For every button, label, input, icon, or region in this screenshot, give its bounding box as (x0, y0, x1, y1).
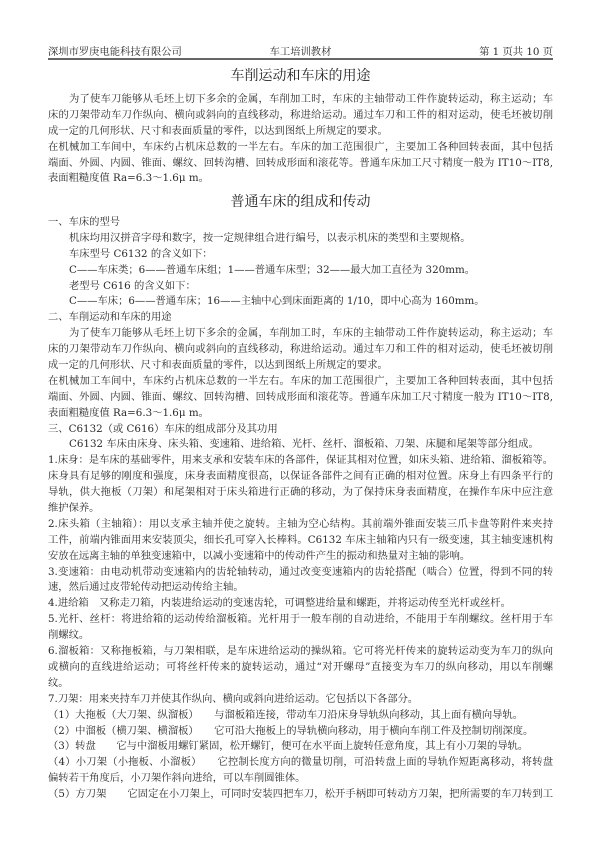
text-line: 为了使车刀能够从毛坯上切下多余的金属，车削加工时，车床的主轴带动工件作旋转运动，称主运动；车 (69, 93, 553, 105)
text-line: 削螺纹。 (48, 629, 90, 642)
paragraph (48, 612, 553, 644)
text-line: 5.光杆、丝杆：将进给箱的运动传给溜板箱。光杆用于一般车削的自动进给，不能用于车削螺纹。丝杆用于车 (48, 613, 553, 626)
text-line: （2）中溜板（横刀架、横溜板） 它可沿大拖板上的导轨横向移动，用于横向车削工件及控制切削深度。 (48, 724, 534, 737)
text-line: 维护保养。 (48, 502, 100, 515)
text-line: 三、C6132（或 C616）车床的组成部分及其功用 (48, 422, 278, 435)
text-line: （5）方刀架 它固定在小刀架上，可同时安装四把车刀，松开手柄即可转动方刀架，把所需要的车刀转到工 (48, 788, 553, 801)
paragraph (48, 294, 553, 310)
text-line: 成一定的几何形状、尺寸和表面质量的零件，以达到图纸上所规定的要求。 (48, 124, 388, 137)
text-line: （4）小刀架（小拖板、小溜板） 它控制长度方向的微量切削，可沿转盘上面的导轨作短距离移动，将转盘 (48, 756, 553, 769)
text-line: 端面、外圆、内圆、锥面、螺纹、回转沟槽、回转成形面和滚花等。普通车床加工尺寸精度一般为 IT10～IT8, (48, 156, 553, 169)
text-line: 在机械加工车间中，车床约占机床总数的一半左右。车床的加工范围很广，主要加工各种回转表面，其中包括 (48, 374, 553, 387)
text-line: 成一定的几何形状、尺寸和表面质量的零件，以达到图纸上所规定的要求。 (48, 359, 388, 372)
section-title-2: 普通车床的组成和传动 (230, 194, 371, 210)
text-line: 1.床身：是车床的基础零件，用来支承和安装车床的各部件，保证其相对位置，如床头箱、进给箱、溜板箱等。 (48, 454, 553, 467)
text-line: 7.刀架：用来夹持车刀并使其作纵向、横向或斜向进给运动。它包括以下各部分。 (48, 692, 419, 705)
text-line: 4.进给箱 又称走刀箱，内装进给运动的变速齿轮，可调整进给量和螺距，并将运动传至光杆或丝杆。 (48, 597, 511, 610)
text-line: 导轨，供大拖板（刀架）和尾架相对于床头箱进行正确的移动，为了保持床身表面精度，在操作车床中应注意 (48, 486, 553, 499)
paragraph (48, 279, 553, 295)
paragraph (48, 453, 553, 517)
body-text (48, 215, 553, 803)
header-rule (48, 58, 553, 60)
text-line: 车床型号 C6132 的含义如下： (69, 247, 213, 260)
page-header (48, 45, 553, 59)
intro-text (48, 92, 553, 187)
paragraph (48, 724, 553, 740)
paragraph (48, 787, 553, 803)
text-line: C——车床类；6——普通车床组；1——普通车床型；32——最大加工直径为 320mm。 (69, 263, 476, 276)
text-line: C6132 车床由床身、床头箱、变速箱、进给箱、光杆、丝杆、溜板箱、刀架、床腿和尾架等部分组成。 (69, 438, 539, 451)
text-line: （1）大拖板（大刀架、纵溜板） 与溜板箱连接，带动车刀沿床身导轨纵向移动，其上面有横向导轨。 (48, 708, 524, 721)
text-line: 为了使车刀能够从毛坯上切下多余的金属，车削加工时，车床的主轴带动工件作旋转运动，称主运动；车 (69, 327, 553, 340)
paragraph (48, 596, 553, 612)
paragraph (48, 517, 553, 565)
text-line: 老型号 C616 的含义如下： (69, 279, 196, 292)
paragraph (48, 326, 553, 374)
paragraph (48, 422, 553, 438)
document-name: 车工培训教材 (269, 46, 332, 58)
paragraph (48, 708, 553, 724)
text-line: 床的刀架带动车刀作纵向、横向或斜向的直线移动，称进给运动。通过车刀和工件的相对运动，使毛坯被切削 (48, 343, 553, 356)
company-name: 深圳市罗庚电能科技有限公司 (48, 46, 182, 58)
text-line: 偏转若干角度后，小刀架作斜向进给，可以车削圆锥体。 (48, 772, 306, 785)
text-line: 工件，前端内锥面用来安装顶尖，细长孔可穿入长棒料。C6132 车床主轴箱内只有一级变速，其主轴变速机构 (48, 533, 553, 546)
text-line: 表面粗糙度值 Ra=6.3～1.6μ m。 (48, 172, 209, 185)
text-line: 速，然后通过皮带轮传动把运动传给主轴。 (48, 581, 244, 594)
paragraph (48, 692, 553, 708)
text-line: （3）转盘 它与中溜板用螺钉紧固，松开螺钉，便可在水平面上旋转任意角度，其上有小刀架的导轨。 (48, 740, 529, 753)
text-line: 或横向的直线进给运动；可将丝杆传来的旋转运动，通过“对开螺母”直接变为车刀的纵向移动，用以车削螺 (48, 660, 553, 673)
paragraph (48, 310, 553, 326)
text-line: 一、车床的型号 (48, 216, 121, 228)
section-title-1: 车削运动和车床的用途 (230, 68, 371, 84)
text-line: 表面粗糙度值 Ra=6.3～1.6μ m。 (48, 406, 209, 419)
text-line: 2.床头箱（主轴箱）：用以支承主轴并使之旋转。主轴为空心结构。其前端外锥面安装三爪卡盘等附件来夹持 (48, 517, 553, 530)
paragraph (48, 565, 553, 597)
paragraph (48, 140, 553, 188)
paragraph (48, 247, 553, 263)
text-line: 在机械加工车间中，车床约占机床总数的一半左右。车床的加工范围很广，主要加工各种回转表面，其中包括 (48, 140, 553, 153)
text-line: 床的刀架带动车刀作纵向、横向或斜向的直线移动，称进给运动。通过车刀和工件的相对运动，使毛坯被切削 (48, 108, 553, 121)
paragraph (48, 263, 553, 279)
text-line: 3.变速箱：由电动机带动变速箱内的齿轮轴转动，通过改变变速箱内的齿轮搭配（啮合）位置，得到不同的转 (48, 565, 553, 578)
text-line: 安放在远离主轴的单独变速箱中，以减小变速箱中的传动件产生的振动和热量对主轴的影响。 (48, 549, 471, 562)
paragraph (48, 92, 553, 140)
page-number: 第 1 页共 10 页 (479, 46, 553, 58)
paragraph (48, 644, 553, 692)
text-line: 床身具有足够的刚度和强度，床身表面精度很高，以保证各部件之间有正确的相对位置。床身上有四条平行的 (48, 470, 553, 483)
paragraph (48, 231, 553, 247)
paragraph (48, 437, 553, 453)
paragraph (48, 215, 553, 231)
text-line: C——车床；6——普通车床；16——主轴中心到床面距离的 1/10，即中心高为 160mm。 (69, 295, 485, 308)
paragraph (48, 739, 553, 755)
paragraph (48, 755, 553, 787)
text-line: 端面、外圆、内圆、锥面、螺纹、回转沟槽、回转成形面和滚花等。普通车床加工尺寸精度一般为 IT10～IT8, (48, 390, 553, 403)
paragraph (48, 374, 553, 422)
text-line: 6.溜板箱：又称拖板箱，与刀架相联，是车床进给运动的操纵箱。它可将光杆传来的旋转运动变为车刀的纵向 (48, 645, 553, 658)
text-line: 二、车削运动和车床的用途 (48, 311, 172, 324)
text-line: 机床均用汉拼音字母和数字，按一定规律组合进行编号，以表示机床的类型和主要规格。 (69, 231, 471, 244)
text-line: 纹。 (48, 676, 69, 689)
